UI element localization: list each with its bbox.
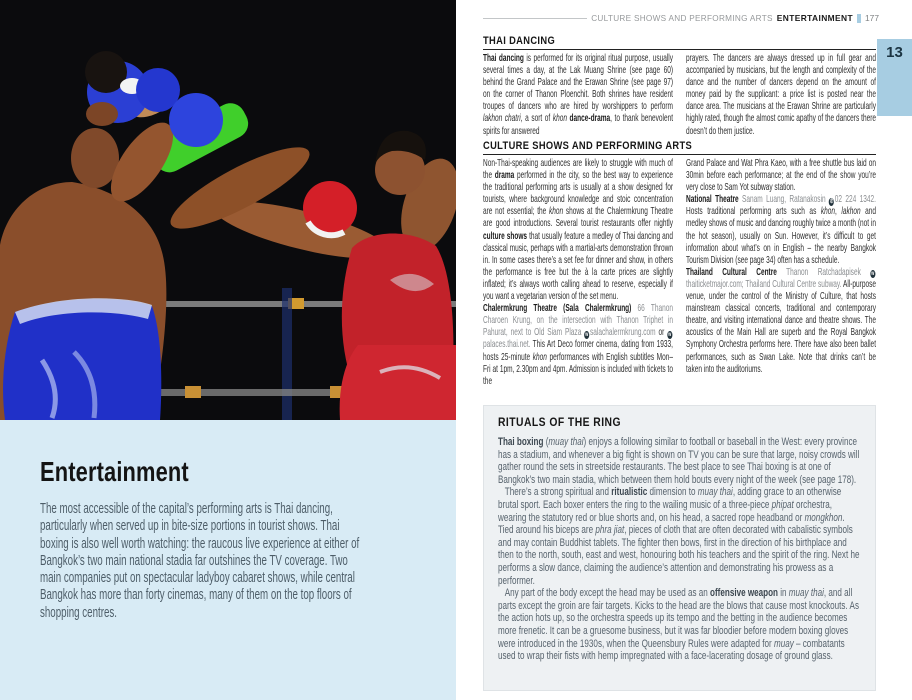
section-rule — [483, 154, 876, 155]
phone-icon: ✆ — [829, 198, 834, 205]
box-paragraph: Thai boxing (muay thai) enjoys a following similar to football or baseball in the West: every province has a stadium, and whenever a big fight is shown on TV you can be sure that large, noisy crowds will gather round the sets in streetside restaurants. The best place to see Thai boxing is at one of Bangkok’s two main stadia, which between them hold bouts every night of the week (see page 178). — [498, 436, 860, 486]
page-number: 177 — [865, 13, 879, 23]
box-paragraph: Any part of the body except the head may be used as an offensive weapon in muay thai, and all parts except the groin are fair targets. Kicks to the head are the blows that cause most knockouts. As the action hots up, so the orchestra speeds up its tempo and the betting in the audience becomes more frenetic. It can be a gruesome business, but it was far bloodier before modern boxing gloves were introduced in the 1930s, when the Queensbury Rules were adapted for muay – combatants used to wrap their fists with hemp impregnated with a face-lacerating dosage of ground glass. — [498, 587, 859, 663]
column-right — [686, 53, 876, 137]
venue-listing-thailand-cultural-centre: Thailand Cultural Centre Thanon Ratchadapisek wthaiticketmajor.com; Thailand Cultural Centre subway. All-purpose venue, under the control of the Ministry of Culture, that hosts mainstream classical concerts, traditional and contemporary theatre, and visiting international dance and theatre shows. The acoustics of the Main Hall are superb and the Royal Bangkok Symphony Orchestra performs here. There have also been ballet performances, such as Swan Lake. Note that drinks can’t be taken into the auditoriums. — [686, 266, 876, 375]
thai-boxing-illustration — [0, 0, 456, 420]
chapter-title: Entertainment — [40, 456, 189, 487]
website-icon: w — [871, 271, 875, 278]
section-culture-shows — [483, 140, 876, 404]
body-paragraph: Grand Palace and Wat Phra Kaeo, with a free shuttle bus laid on 30min before each performance; at the end of the show you’re very close to Sam Yot subway station. — [686, 158, 876, 194]
chapter-tab — [877, 39, 912, 116]
running-head-chapter: ENTERTAINMENT — [776, 13, 854, 23]
column-left — [483, 53, 673, 137]
running-head — [483, 13, 879, 23]
venue-listing-national-theatre: National Theatre Sanam Luang, Ratanakosin ✆ 02 224 1342. Hosts traditional performing arts such as khon, lakhon and medley shows of music and dancing roughly twice a month (not in the hot season), usually on Sun. However, it’s difficult to get information about what’s on in English – the nearby Bangkok Tourism Division (see page 34) often has a schedule. — [686, 194, 876, 266]
column-left — [483, 158, 673, 404]
chapter-intro-text: The most accessible of the capital’s performing arts is Thai dancing, particularly when served up in bite-size portions in tourist shows. Thai boxing is also well worth watching: the raucous live experience at either of Bangkok’s two main national stadia far outshines the TV coverage. Two main companies put on spectacular ladyboy cabaret shows, while central Bangkok has more than forty cinemas, many of them on the top floors of shopping centres. — [40, 500, 360, 621]
body-paragraph: Non-Thai-speaking audiences are likely to struggle with much of the drama performed in the city, so the best way to experience the traditional performing arts is usually at a show designed for tourists, where background knowledge and stoic concentration are not essential; the khon shows at the Chalermkrung Theatre are good introductions. Several tourist restaurants offer nightly culture shows that usually feature a medley of Thai dancing and classical music, perhaps with a martial-arts demonstration thrown in. In some cases there’s a set fee for dinner and show, in others the performance is free but the à la carte prices are slightly inflated; it’s always worth calling ahead to reserve, especially if you want a vegetarian version of the set menu. — [483, 158, 674, 303]
chapter-intro-panel — [0, 420, 456, 700]
body-paragraph: prayers. The dancers are always dressed up in full gear and accompanied by musicians, but the length and complexity of the dance and the number of dancers depend on the amount of money paid by the supplicant: a price list is posted near the dance area. The musicians at the Erawan Shrine are particularly highly rated, though the almost comic apathy of the dancers there doesn’t do them justice. — [686, 53, 876, 137]
website-icon: w — [668, 331, 672, 338]
thai-boxing-photo — [0, 0, 456, 420]
box-heading: RITUALS OF THE RING — [498, 417, 621, 429]
section-rule — [483, 49, 876, 50]
section-heading: THAI DANCING — [483, 35, 556, 47]
website-icon: w — [585, 331, 589, 338]
column-right — [686, 158, 876, 404]
body-paragraph: Thai dancing is performed for its original ritual purpose, usually several times a day, at the Lak Muang Shrine (see page 60) behind the Grand Palace and the Erawan Shrine (see page 97) on the corner of Thanon Ploenchit. Both shrines have resident troupes of dancers who are hired by worshippers to perform lakhon chatri, a sort of khon dance-drama, to thank benevolent spirits for answered — [483, 53, 674, 137]
running-head-section: CULTURE SHOWS AND PERFORMING ARTS — [591, 13, 773, 23]
box-paragraph: There’s a strong spiritual and ritualistic dimension to muay thai, adding grace to an otherwise brutal sport. Each boxer enters the ring to the wailing music of a three-piece phipat orchestra, wearing the statutory red or blue shorts and, on his head, a sacred rope headband or mongkhon. Tied around his biceps are phra jiat, pieces of cloth that are often decorated with cabalistic symbols and may contain Buddhist tablets. The fighter then bows, first in the direction of his birthplace and then to the north, south, east and west, honouring both his teachers and the spirit of the ring. Next he performs a slow dance, claiming the audience’s attention and demonstrating his prowess as a performer. — [498, 486, 860, 587]
rituals-of-the-ring-box — [483, 405, 876, 691]
section-thai-dancing — [483, 35, 876, 137]
running-head-rule — [483, 18, 587, 19]
page-number-accent-bar — [857, 14, 861, 23]
blue-glove — [169, 93, 223, 147]
venue-listing-chalermkrung: Chalermkrung Theatre (Sala Chalermkrung) 66 Thanon Charoen Krung, on the intersection with Thanon Triphet in Pahurat, next to Old Siam Plaza w salachalermkrung.com or wpalaces.thai.net. This Art Deco former cinema, dating from 1933, hosts 25-minute khon performances with English subtitles Mon–Fri at 1pm, 2.30pm and 4pm. Admission is included with tickets to the — [483, 303, 673, 387]
section-heading: CULTURE SHOWS AND PERFORMING ARTS — [483, 140, 693, 152]
chapter-number: 13 — [886, 44, 903, 61]
